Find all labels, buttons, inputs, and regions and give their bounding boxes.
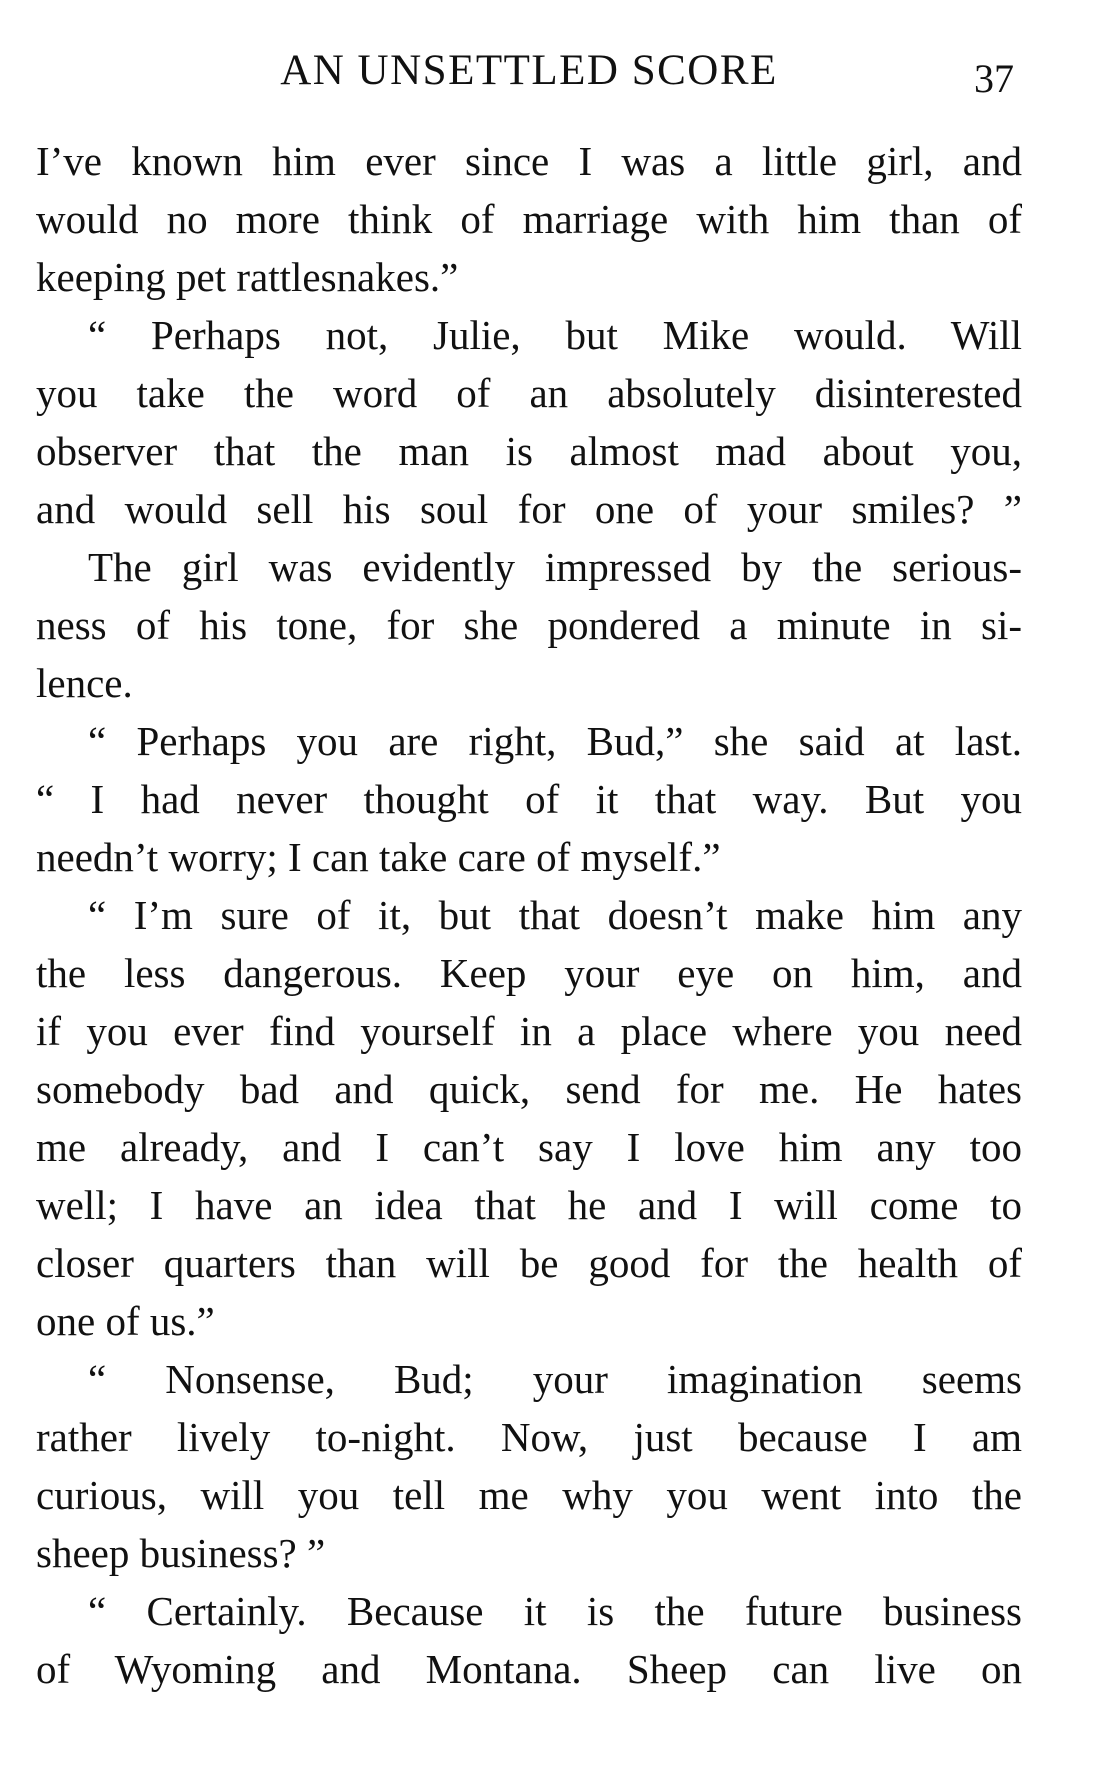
text-line: “ I had never thought of it that way. But you <box>36 776 1022 822</box>
text-line: “ Nonsense, Bud; your imagination seems <box>88 1356 1022 1402</box>
text-line: “ I’m sure of it, but that doesn’t make him any <box>88 892 1022 938</box>
body-text <box>36 132 1022 1698</box>
text-line: “ Perhaps you are right, Bud,” she said at last. <box>88 718 1022 764</box>
text-line: needn’t worry; I can take care of myself.” <box>36 834 721 880</box>
text-line: I’ve known him ever since I was a little girl, and <box>36 138 1022 184</box>
text-line: curious, will you tell me why you went into the <box>36 1472 1022 1518</box>
text-line: “ Perhaps not, Julie, but Mike would. Will <box>88 312 1022 358</box>
text-line: rather lively to-night. Now, just because I am <box>36 1414 1022 1460</box>
text-line: me already, and I can’t say I love him any too <box>36 1124 1022 1170</box>
text-line: would no more think of marriage with him than of <box>36 196 1022 242</box>
running-title: AN UNSETTLED SCORE <box>280 47 778 94</box>
text-line: keeping pet rattlesnakes.” <box>36 254 459 300</box>
text-line: somebody bad and quick, send for me. He hates <box>36 1066 1022 1112</box>
text-line: ness of his tone, for she pondered a minute in si- <box>36 602 1022 648</box>
text-line: of Wyoming and Montana. Sheep can live on <box>36 1646 1022 1692</box>
text-line: you take the word of an absolutely disinterested <box>36 370 1022 416</box>
text-line: “ Certainly. Because it is the future business <box>88 1588 1022 1634</box>
text-line: if you ever find yourself in a place where you need <box>36 1008 1022 1054</box>
text-line: sheep business? ” <box>36 1530 326 1576</box>
text-line: The girl was evidently impressed by the serious- <box>88 544 1022 590</box>
text-line: well; I have an idea that he and I will come to <box>36 1182 1022 1228</box>
text-line: one of us.” <box>36 1298 215 1344</box>
text-line: closer quarters than will be good for the health of <box>36 1240 1022 1286</box>
text-line: observer that the man is almost mad about you, <box>36 428 1022 474</box>
page-number: 37 <box>974 56 1014 101</box>
text-line: the less dangerous. Keep your eye on him, and <box>36 950 1022 996</box>
running-head <box>36 46 1022 106</box>
text-line: lence. <box>36 660 133 706</box>
text-line: and would sell his soul for one of your smiles? ” <box>36 486 1022 532</box>
